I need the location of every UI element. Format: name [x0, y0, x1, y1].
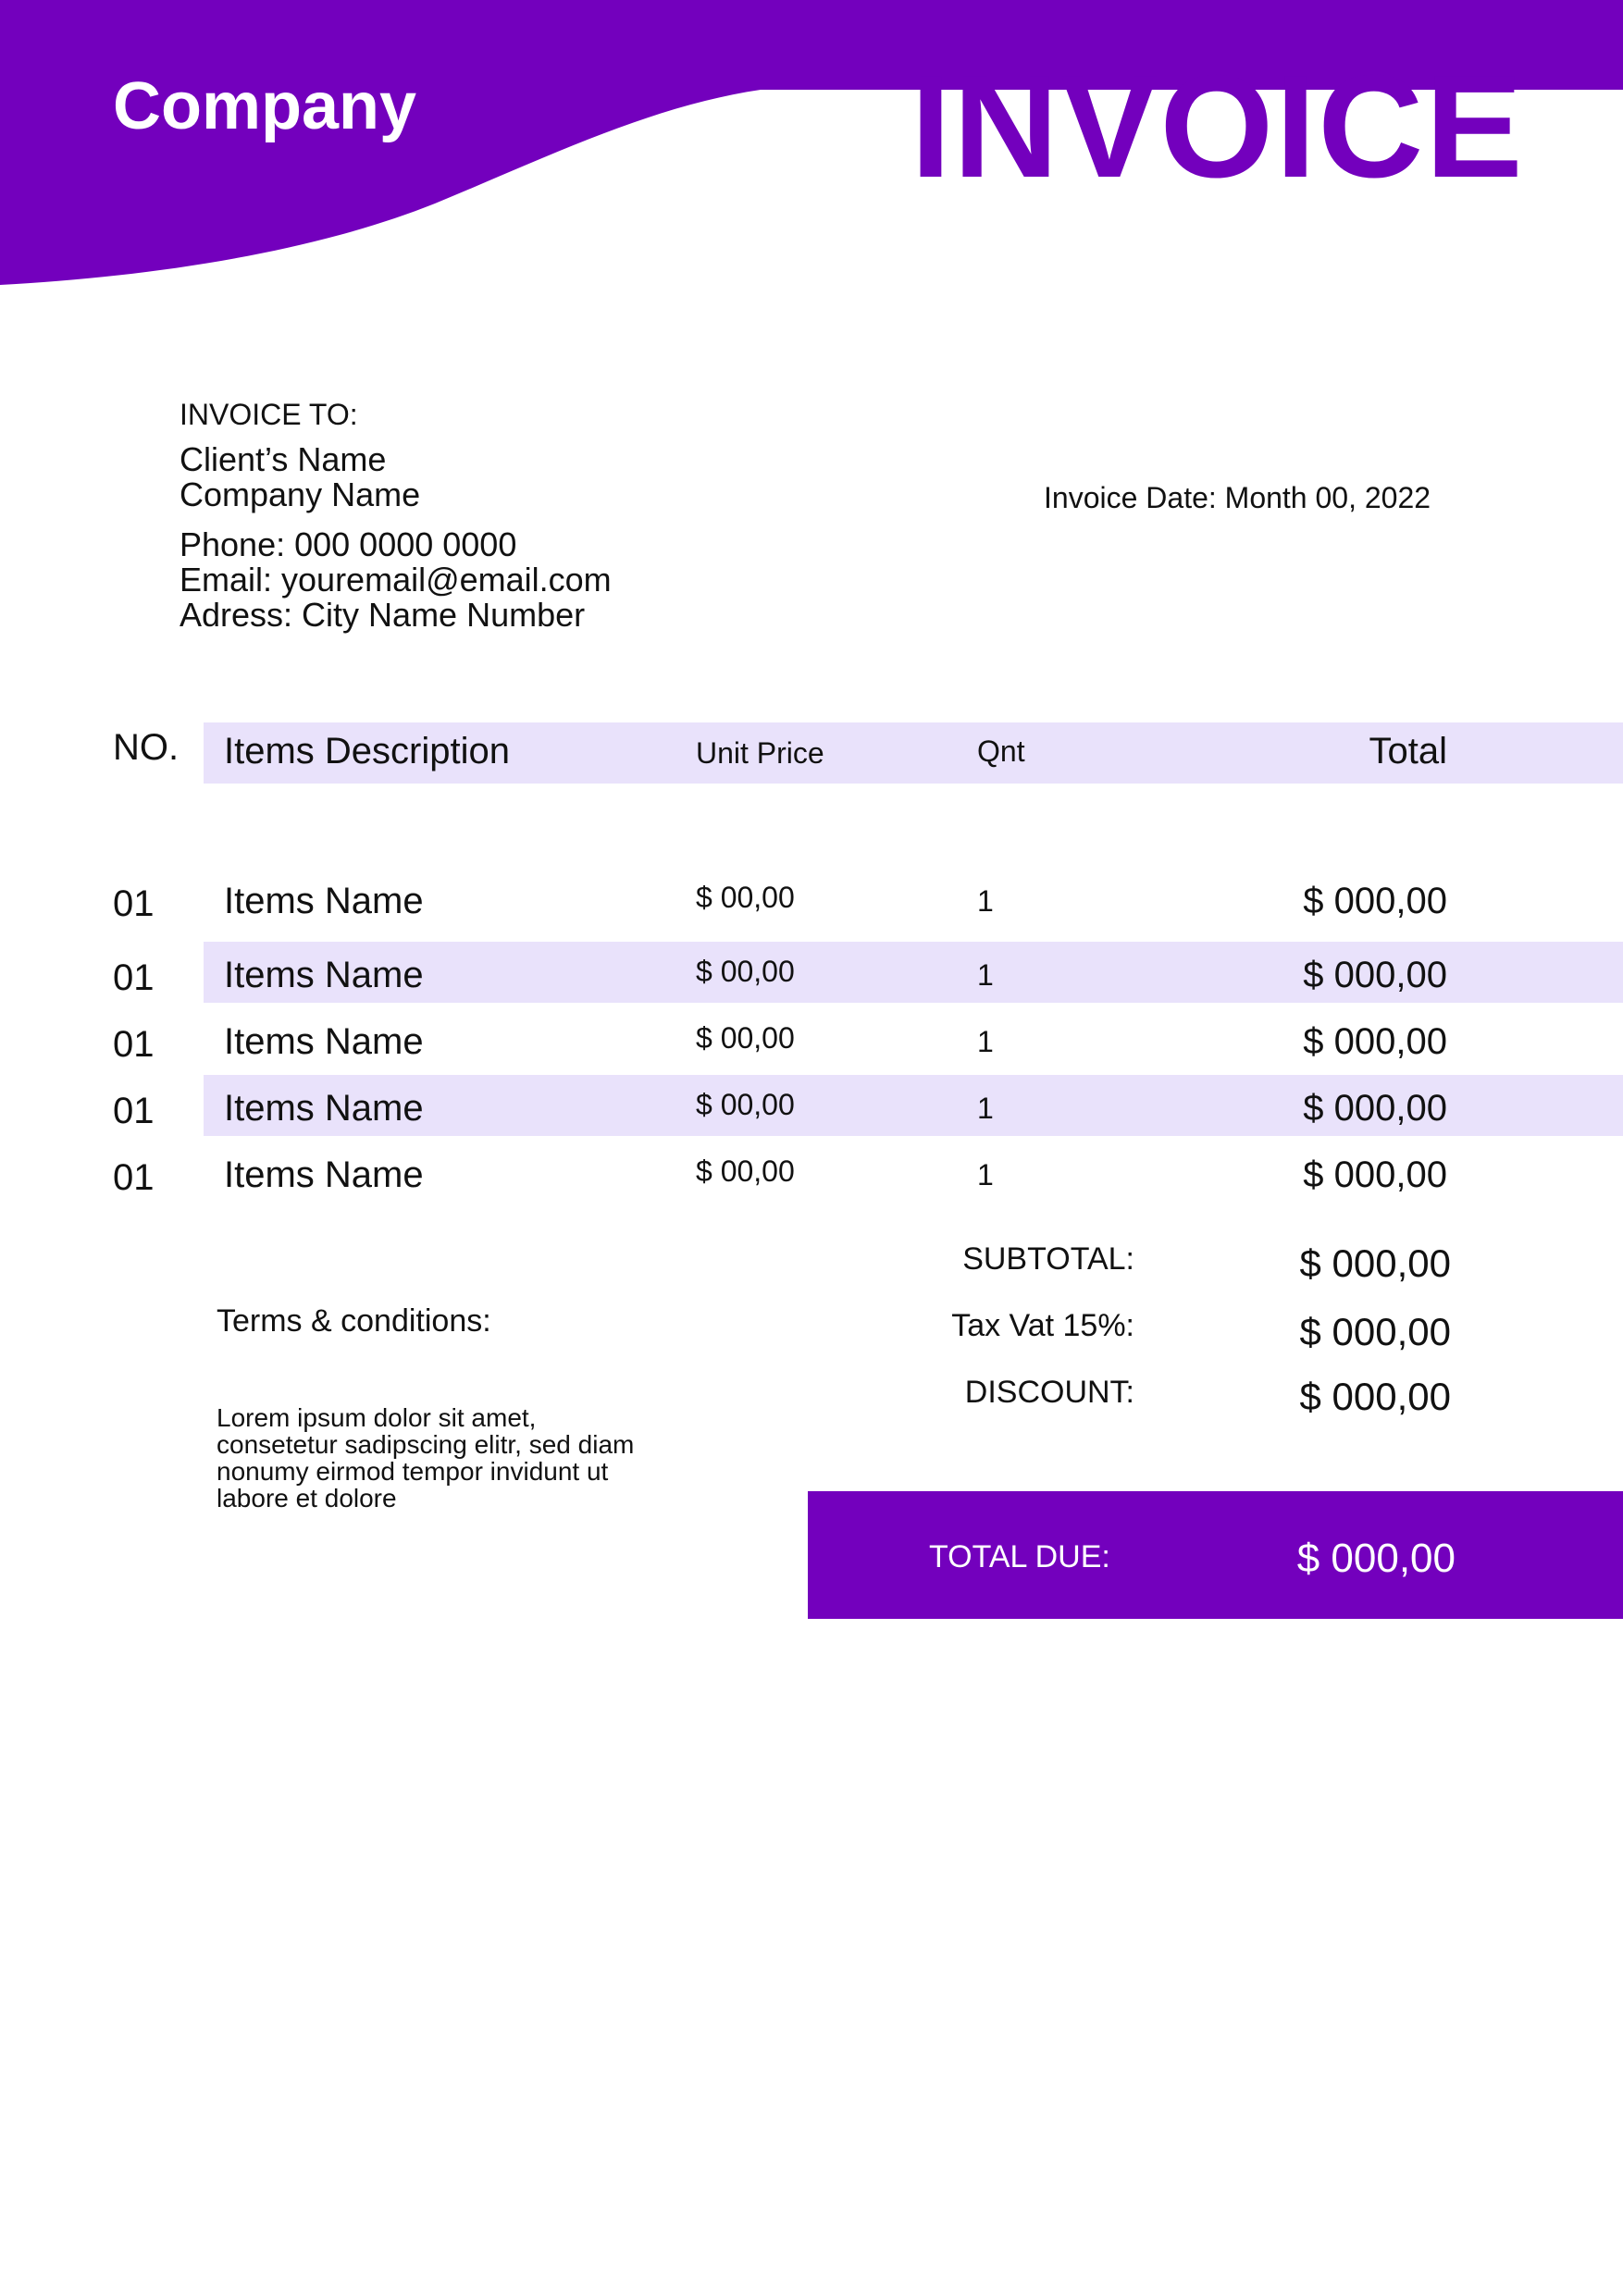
header-qnt: Qnt: [977, 734, 1025, 768]
client-address: Adress: City Name Number: [180, 596, 586, 634]
tax-label: Tax Vat 15%:: [951, 1308, 1134, 1343]
header-total: Total: [1369, 731, 1447, 772]
client-email: Email: youremail@email.com: [180, 561, 612, 599]
total-due-label: TOTAL DUE:: [929, 1539, 1110, 1574]
terms-title: Terms & conditions:: [217, 1303, 491, 1339]
row-qnt: 1: [977, 958, 994, 992]
row-item-name: Items Name: [224, 1154, 424, 1195]
invoice-title: INVOICE: [911, 45, 1525, 208]
row-item-name: Items Name: [224, 1021, 424, 1062]
row-item-name: Items Name: [224, 881, 424, 921]
discount-value: $ 000,00: [1299, 1375, 1451, 1418]
subtotal-label: SUBTOTAL:: [962, 1241, 1134, 1277]
row-unit-price: $ 00,00: [696, 955, 795, 988]
row-unit-price: $ 00,00: [696, 1154, 795, 1188]
company-name: Company: [113, 69, 417, 143]
subtotal-value: $ 000,00: [1299, 1241, 1451, 1285]
row-no: 01: [113, 957, 155, 998]
tax-value: $ 000,00: [1299, 1310, 1451, 1353]
row-total: $ 000,00: [1303, 1088, 1447, 1129]
row-item-name: Items Name: [224, 1088, 424, 1129]
invoice-to-label: INVOICE TO:: [180, 398, 358, 431]
row-total: $ 000,00: [1303, 1021, 1447, 1062]
row-qnt: 1: [977, 1092, 994, 1125]
row-no: 01: [113, 1024, 155, 1065]
row-qnt: 1: [977, 1025, 994, 1058]
row-qnt: 1: [977, 1158, 994, 1191]
row-item-name: Items Name: [224, 955, 424, 995]
row-total: $ 000,00: [1303, 1154, 1447, 1195]
total-due-value: $ 000,00: [1296, 1536, 1456, 1581]
row-no: 01: [113, 1157, 155, 1198]
row-unit-price: $ 00,00: [696, 1088, 795, 1121]
header-description: Items Description: [224, 731, 510, 772]
client-name: Client’s Name: [180, 440, 387, 478]
invoice-date: Invoice Date: Month 00, 2022: [1044, 481, 1431, 514]
header-no: NO.: [113, 727, 180, 768]
row-qnt: 1: [977, 884, 994, 918]
row-total: $ 000,00: [1303, 955, 1447, 995]
row-no: 01: [113, 1091, 155, 1131]
client-company: Company Name: [180, 475, 421, 513]
discount-label: DISCOUNT:: [964, 1375, 1134, 1410]
row-unit-price: $ 00,00: [696, 881, 795, 914]
client-phone: Phone: 000 0000 0000: [180, 525, 517, 563]
row-no: 01: [113, 883, 155, 924]
row-unit-price: $ 00,00: [696, 1021, 795, 1055]
row-total: $ 000,00: [1303, 881, 1447, 921]
header-unit-price: Unit Price: [696, 736, 824, 770]
terms-text: Lorem ipsum dolor sit amet, consetetur sadipscing elitr, sed diam nonumy eirmod tempor invidunt ut labore et dolore: [217, 1403, 635, 1512]
